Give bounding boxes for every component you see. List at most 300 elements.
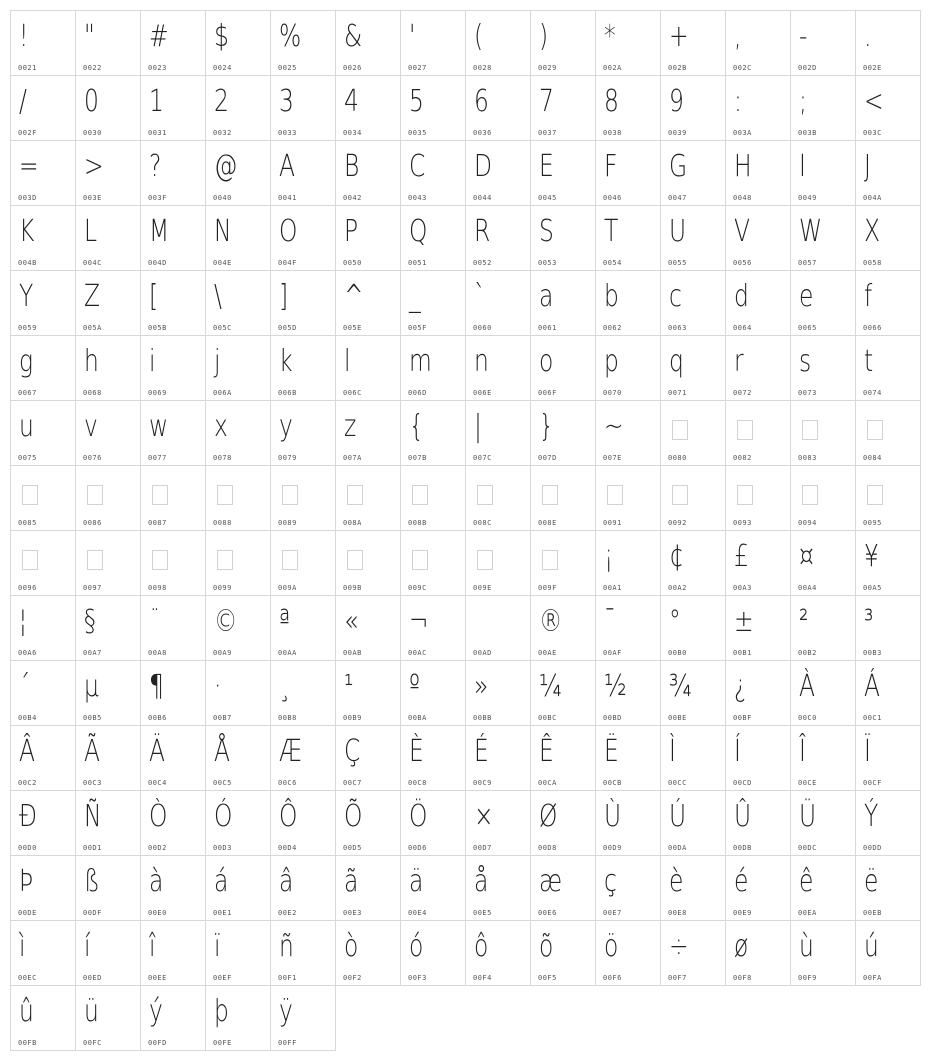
- glyph-char: _: [409, 279, 421, 314]
- glyph-cell: [855, 335, 921, 401]
- glyph-cell: [205, 530, 271, 596]
- glyph-char: ý: [149, 994, 163, 1029]
- glyph-code: 00DF: [83, 909, 102, 917]
- glyph-code: 0034: [343, 129, 362, 137]
- glyph-char: ®: [539, 604, 563, 639]
- glyph-char: p: [604, 344, 619, 379]
- glyph-char: l: [344, 344, 351, 379]
- glyph-code: 00C0: [798, 714, 817, 722]
- glyph-code: 006F: [538, 389, 557, 397]
- glyph-char: Ù: [604, 799, 622, 834]
- glyph-char: Á: [864, 669, 881, 704]
- glyph-cell: [855, 920, 921, 986]
- glyph-code: 004D: [148, 259, 167, 267]
- glyph-cell: [465, 790, 531, 856]
- glyph-code: 00B4: [18, 714, 37, 722]
- glyph-char: ø: [734, 929, 749, 964]
- glyph-code: 0051: [408, 259, 427, 267]
- glyph-code: 0025: [278, 64, 297, 72]
- glyph-code: 00D1: [83, 844, 102, 852]
- glyph-code: 0080: [668, 454, 687, 462]
- glyph-code: 00B9: [343, 714, 362, 722]
- glyph-code: 00F2: [343, 974, 362, 982]
- glyph-code: 00B3: [863, 649, 882, 657]
- glyph-cell: [205, 10, 271, 76]
- glyph-code: 0097: [83, 584, 102, 592]
- glyph-code: 0091: [603, 519, 622, 527]
- missing-glyph-box: [802, 485, 818, 505]
- glyph-code: 00A5: [863, 584, 882, 592]
- glyph-code: 0058: [863, 259, 882, 267]
- glyph-cell: [10, 920, 76, 986]
- missing-glyph-box: [477, 485, 493, 505]
- glyph-cell: [10, 725, 76, 791]
- glyph-cell: [75, 920, 141, 986]
- glyph-code: 0038: [603, 129, 622, 137]
- glyph-char: f: [864, 279, 873, 314]
- glyph-char: (: [474, 19, 484, 54]
- glyph-cell: [335, 335, 401, 401]
- glyph-code: 007B: [408, 454, 427, 462]
- glyph-char: ¯: [604, 604, 616, 639]
- glyph-cell: [530, 75, 596, 141]
- glyph-code: 008A: [343, 519, 362, 527]
- glyph-cell: [790, 530, 856, 596]
- missing-glyph-box: [87, 550, 103, 570]
- glyph-char: ,: [734, 19, 742, 54]
- glyph-cell: [140, 10, 206, 76]
- glyph-code: 0093: [733, 519, 752, 527]
- glyph-char: ©: [214, 604, 238, 639]
- glyph-cell: [335, 595, 401, 661]
- glyph-char: !: [19, 19, 29, 54]
- glyph-code: 00A9: [213, 649, 232, 657]
- glyph-code: 006D: [408, 389, 427, 397]
- glyph-code: 007A: [343, 454, 362, 462]
- glyph-char: Â: [19, 734, 36, 769]
- glyph-code: 00DE: [18, 909, 37, 917]
- glyph-code: 00E7: [603, 909, 622, 917]
- glyph-char: ¬: [409, 604, 429, 639]
- glyph-char: j: [214, 344, 221, 379]
- glyph-code: 005A: [83, 324, 102, 332]
- glyph-code: 00CD: [733, 779, 752, 787]
- glyph-char: 9: [669, 84, 684, 119]
- glyph-char: Q: [409, 214, 428, 249]
- glyph-cell: [140, 530, 206, 596]
- glyph-char: >: [84, 149, 104, 184]
- glyph-cell: [660, 140, 726, 206]
- glyph-code: 0066: [863, 324, 882, 332]
- glyph-code: 00F4: [473, 974, 492, 982]
- glyph-cell: [855, 205, 921, 271]
- glyph-code: 004F: [278, 259, 297, 267]
- glyph-char: m: [409, 344, 432, 379]
- glyph-code: 00BA: [408, 714, 427, 722]
- glyph-char: Ý: [864, 799, 879, 834]
- glyph-code: 0083: [798, 454, 817, 462]
- glyph-code: 0031: [148, 129, 167, 137]
- glyph-cell: [595, 205, 661, 271]
- glyph-cell: [400, 790, 466, 856]
- glyph-code: 00E2: [278, 909, 297, 917]
- glyph-char: Õ: [344, 799, 363, 834]
- glyph-char: Í: [734, 734, 741, 769]
- glyph-cell: [335, 10, 401, 76]
- missing-glyph-box: [282, 550, 298, 570]
- glyph-cell: [140, 920, 206, 986]
- glyph-char: è: [669, 864, 684, 899]
- missing-glyph-box: [607, 485, 623, 505]
- glyph-char: Ø: [539, 799, 558, 834]
- glyph-code: 0070: [603, 389, 622, 397]
- glyph-cell: [270, 10, 336, 76]
- glyph-cell: [725, 530, 791, 596]
- glyph-code: 0076: [83, 454, 102, 462]
- glyph-code: 00BE: [668, 714, 687, 722]
- glyph-code: 0035: [408, 129, 427, 137]
- glyph-char: ¢: [669, 539, 684, 574]
- glyph-code: 0071: [668, 389, 687, 397]
- glyph-char: É: [474, 734, 489, 769]
- glyph-char: ï: [214, 929, 221, 964]
- glyph-char: F: [604, 149, 618, 184]
- glyph-char: ?: [149, 149, 162, 184]
- glyph-char: A: [279, 149, 296, 184]
- glyph-code: 00B2: [798, 649, 817, 657]
- glyph-cell: [725, 140, 791, 206]
- glyph-char: q: [669, 344, 684, 379]
- glyph-char: %: [279, 19, 302, 54]
- glyph-cell: [400, 660, 466, 726]
- glyph-char: å: [474, 864, 489, 899]
- glyph-code: 0037: [538, 129, 557, 137]
- glyph-code: 00B0: [668, 649, 687, 657]
- glyph-code: 0061: [538, 324, 557, 332]
- missing-glyph-box: [217, 485, 233, 505]
- glyph-code: 00AC: [408, 649, 427, 657]
- glyph-char: n: [474, 344, 489, 379]
- glyph-code: 0063: [668, 324, 687, 332]
- glyph-char: ¡: [604, 539, 614, 574]
- glyph-code: 003F: [148, 194, 167, 202]
- glyph-cell: [790, 335, 856, 401]
- glyph-code: 00C1: [863, 714, 882, 722]
- glyph-char: 3: [279, 84, 294, 119]
- glyph-code: 00C3: [83, 779, 102, 787]
- glyph-char: \: [214, 279, 222, 314]
- glyph-char: ·: [214, 669, 222, 704]
- glyph-code: 0057: [798, 259, 817, 267]
- glyph-cell: [270, 985, 336, 1051]
- glyph-cell: [140, 335, 206, 401]
- glyph-char: 5: [409, 84, 424, 119]
- glyph-code: 003E: [83, 194, 102, 202]
- glyph-code: 00C7: [343, 779, 362, 787]
- glyph-cell: [790, 920, 856, 986]
- glyph-char: æ: [539, 864, 562, 899]
- missing-glyph-box: [867, 420, 883, 440]
- glyph-code: 0069: [148, 389, 167, 397]
- glyph-code: 00E6: [538, 909, 557, 917]
- glyph-code: 00D9: [603, 844, 622, 852]
- glyph-char: -: [799, 19, 808, 54]
- glyph-char: ù: [799, 929, 814, 964]
- glyph-cell: [205, 465, 271, 531]
- glyph-cell: [205, 335, 271, 401]
- glyph-cell: [400, 595, 466, 661]
- glyph-cell: [205, 855, 271, 921]
- glyph-char: í: [84, 929, 91, 964]
- glyph-char: w: [149, 409, 169, 444]
- glyph-char: K: [19, 214, 35, 249]
- glyph-code: 00EA: [798, 909, 817, 917]
- glyph-cell: [660, 530, 726, 596]
- glyph-code: 00A1: [603, 584, 622, 592]
- glyph-cell: [270, 335, 336, 401]
- glyph-code: 00FF: [278, 1039, 297, 1047]
- glyph-cell: [400, 10, 466, 76]
- glyph-code: 00D0: [18, 844, 37, 852]
- glyph-char: B: [344, 149, 360, 184]
- glyph-cell: [465, 335, 531, 401]
- glyph-cell: [205, 595, 271, 661]
- glyph-char: @: [214, 149, 238, 184]
- glyph-char: ß: [84, 864, 100, 899]
- glyph-cell: [400, 855, 466, 921]
- glyph-code: 004B: [18, 259, 37, 267]
- glyph-char: ô: [474, 929, 489, 964]
- glyph-cell: [660, 725, 726, 791]
- glyph-char: â: [279, 864, 294, 899]
- glyph-code: 007C: [473, 454, 492, 462]
- glyph-char: W: [799, 214, 823, 249]
- glyph-cell: [465, 140, 531, 206]
- glyph-cell: [400, 530, 466, 596]
- glyph-char: Ô: [279, 799, 298, 834]
- glyph-code: 00F8: [733, 974, 752, 982]
- glyph-cell: [335, 660, 401, 726]
- glyph-cell: [595, 400, 661, 466]
- glyph-cell: [270, 270, 336, 336]
- glyph-char: ö: [604, 929, 619, 964]
- glyph-code: 00E1: [213, 909, 232, 917]
- glyph-code: 0047: [668, 194, 687, 202]
- glyph-cell: [10, 465, 76, 531]
- glyph-code: 002A: [603, 64, 622, 72]
- glyph-char: °: [669, 604, 681, 639]
- glyph-cell: [725, 790, 791, 856]
- glyph-code: 00BD: [603, 714, 622, 722]
- glyph-char: #: [149, 19, 169, 54]
- glyph-code: 00ED: [83, 974, 102, 982]
- glyph-cell: [660, 75, 726, 141]
- glyph-char: ¦: [19, 604, 27, 639]
- glyph-code: 005C: [213, 324, 232, 332]
- glyph-char: §: [84, 604, 96, 639]
- glyph-char: ñ: [279, 929, 294, 964]
- glyph-cell: [10, 530, 76, 596]
- glyph-cell: [530, 465, 596, 531]
- glyph-cell: [530, 400, 596, 466]
- glyph-char: `: [474, 279, 486, 314]
- glyph-cell: [790, 75, 856, 141]
- glyph-cell: [660, 465, 726, 531]
- glyph-char: g: [19, 344, 34, 379]
- glyph-char: ½: [604, 669, 627, 704]
- glyph-cell: [270, 920, 336, 986]
- glyph-cell: [790, 205, 856, 271]
- glyph-char: 6: [474, 84, 489, 119]
- glyph-cell: [465, 660, 531, 726]
- glyph-code: 0036: [473, 129, 492, 137]
- glyph-cell: [660, 270, 726, 336]
- glyph-char: Ñ: [84, 799, 102, 834]
- glyph-code: 00CA: [538, 779, 557, 787]
- glyph-cell: [400, 75, 466, 141]
- glyph-code: 00E5: [473, 909, 492, 917]
- glyph-cell: [465, 270, 531, 336]
- glyph-cell: [140, 985, 206, 1051]
- glyph-code: 00B6: [148, 714, 167, 722]
- missing-glyph-box: [542, 485, 558, 505]
- glyph-cell: [335, 790, 401, 856]
- glyph-cell: [790, 140, 856, 206]
- glyph-char: ¥: [864, 539, 879, 574]
- glyph-char: D: [474, 149, 493, 184]
- glyph-code: 00E9: [733, 909, 752, 917]
- glyph-code: 0084: [863, 454, 882, 462]
- glyph-code: 004E: [213, 259, 232, 267]
- glyph-code: 0045: [538, 194, 557, 202]
- glyph-code: 0033: [278, 129, 297, 137]
- glyph-code: 0065: [798, 324, 817, 332]
- glyph-cell: [530, 790, 596, 856]
- glyph-char: ¿: [734, 669, 747, 704]
- glyph-char: R: [474, 214, 491, 249]
- glyph-char: s: [799, 344, 812, 379]
- glyph-cell: [400, 205, 466, 271]
- glyph-char: Z: [84, 279, 101, 314]
- glyph-cell: [725, 400, 791, 466]
- glyph-code: 00E3: [343, 909, 362, 917]
- glyph-cell: [855, 465, 921, 531]
- glyph-cell: [205, 270, 271, 336]
- glyph-code: 00FC: [83, 1039, 102, 1047]
- glyph-char: À: [799, 669, 816, 704]
- glyph-char: Æ: [279, 734, 302, 769]
- glyph-char: õ: [539, 929, 554, 964]
- glyph-code: 0046: [603, 194, 622, 202]
- glyph-code: 00BB: [473, 714, 492, 722]
- glyph-cell: [790, 790, 856, 856]
- glyph-char: ^: [344, 279, 364, 314]
- glyph-char: û: [19, 994, 34, 1029]
- glyph-code: 0064: [733, 324, 752, 332]
- glyph-char: v: [84, 409, 98, 444]
- glyph-cell: [465, 595, 531, 661]
- glyph-cell: [855, 75, 921, 141]
- glyph-char: O: [279, 214, 298, 249]
- glyph-code: 00F7: [668, 974, 687, 982]
- glyph-code: 00AD: [473, 649, 492, 657]
- glyph-char: ¹: [344, 669, 354, 704]
- glyph-cell: [530, 205, 596, 271]
- glyph-cell: [725, 920, 791, 986]
- glyph-char: ): [539, 19, 549, 54]
- glyph-char: Ä: [149, 734, 166, 769]
- glyph-code: 00D3: [213, 844, 232, 852]
- glyph-char: 7: [539, 84, 554, 119]
- glyph-cell: [270, 400, 336, 466]
- glyph-cell: [335, 140, 401, 206]
- glyph-char: ': [409, 19, 416, 54]
- glyph-code: 00CB: [603, 779, 622, 787]
- glyph-char: c: [669, 279, 682, 314]
- glyph-code: 00A2: [668, 584, 687, 592]
- glyph-code: 00C8: [408, 779, 427, 787]
- glyph-cell: [335, 205, 401, 271]
- glyph-code: 0082: [733, 454, 752, 462]
- glyph-code: 0024: [213, 64, 232, 72]
- glyph-code: 00F5: [538, 974, 557, 982]
- glyph-char: C: [409, 149, 426, 184]
- glyph-code: 0075: [18, 454, 37, 462]
- glyph-char: ú: [864, 929, 879, 964]
- glyph-char: G: [669, 149, 688, 184]
- glyph-char: î: [149, 929, 156, 964]
- glyph-cell: [725, 855, 791, 921]
- glyph-code: 00A3: [733, 584, 752, 592]
- glyph-code: 0052: [473, 259, 492, 267]
- glyph-code: 006A: [213, 389, 232, 397]
- glyph-code: 004A: [863, 194, 882, 202]
- glyph-char: &: [344, 19, 363, 54]
- glyph-cell: [270, 75, 336, 141]
- glyph-char: Å: [214, 734, 231, 769]
- glyph-code: 007E: [603, 454, 622, 462]
- missing-glyph-box: [867, 485, 883, 505]
- glyph-code: 00F6: [603, 974, 622, 982]
- glyph-char: 2: [214, 84, 229, 119]
- glyph-char: Y: [19, 279, 34, 314]
- glyph-char: L: [84, 214, 98, 249]
- glyph-char: ¸: [279, 669, 291, 704]
- glyph-code: 002D: [798, 64, 817, 72]
- glyph-cell: [725, 10, 791, 76]
- glyph-code: 0056: [733, 259, 752, 267]
- glyph-cell: [205, 400, 271, 466]
- glyph-char: <: [864, 84, 884, 119]
- glyph-char: z: [344, 409, 357, 444]
- glyph-char: 8: [604, 84, 619, 119]
- glyph-code: 00CF: [863, 779, 882, 787]
- glyph-code: 0060: [473, 324, 492, 332]
- glyph-code: 008B: [408, 519, 427, 527]
- missing-glyph-box: [152, 485, 168, 505]
- glyph-cell: [400, 465, 466, 531]
- glyph-char: ê: [799, 864, 814, 899]
- glyph-code: 0072: [733, 389, 752, 397]
- glyph-char: º: [409, 669, 421, 704]
- glyph-code: 0032: [213, 129, 232, 137]
- glyph-cell: [855, 270, 921, 336]
- glyph-code: 00EE: [148, 974, 167, 982]
- glyph-cell: [530, 920, 596, 986]
- glyph-code: 00CE: [798, 779, 817, 787]
- glyph-cell: [725, 725, 791, 791]
- glyph-char: P: [344, 214, 359, 249]
